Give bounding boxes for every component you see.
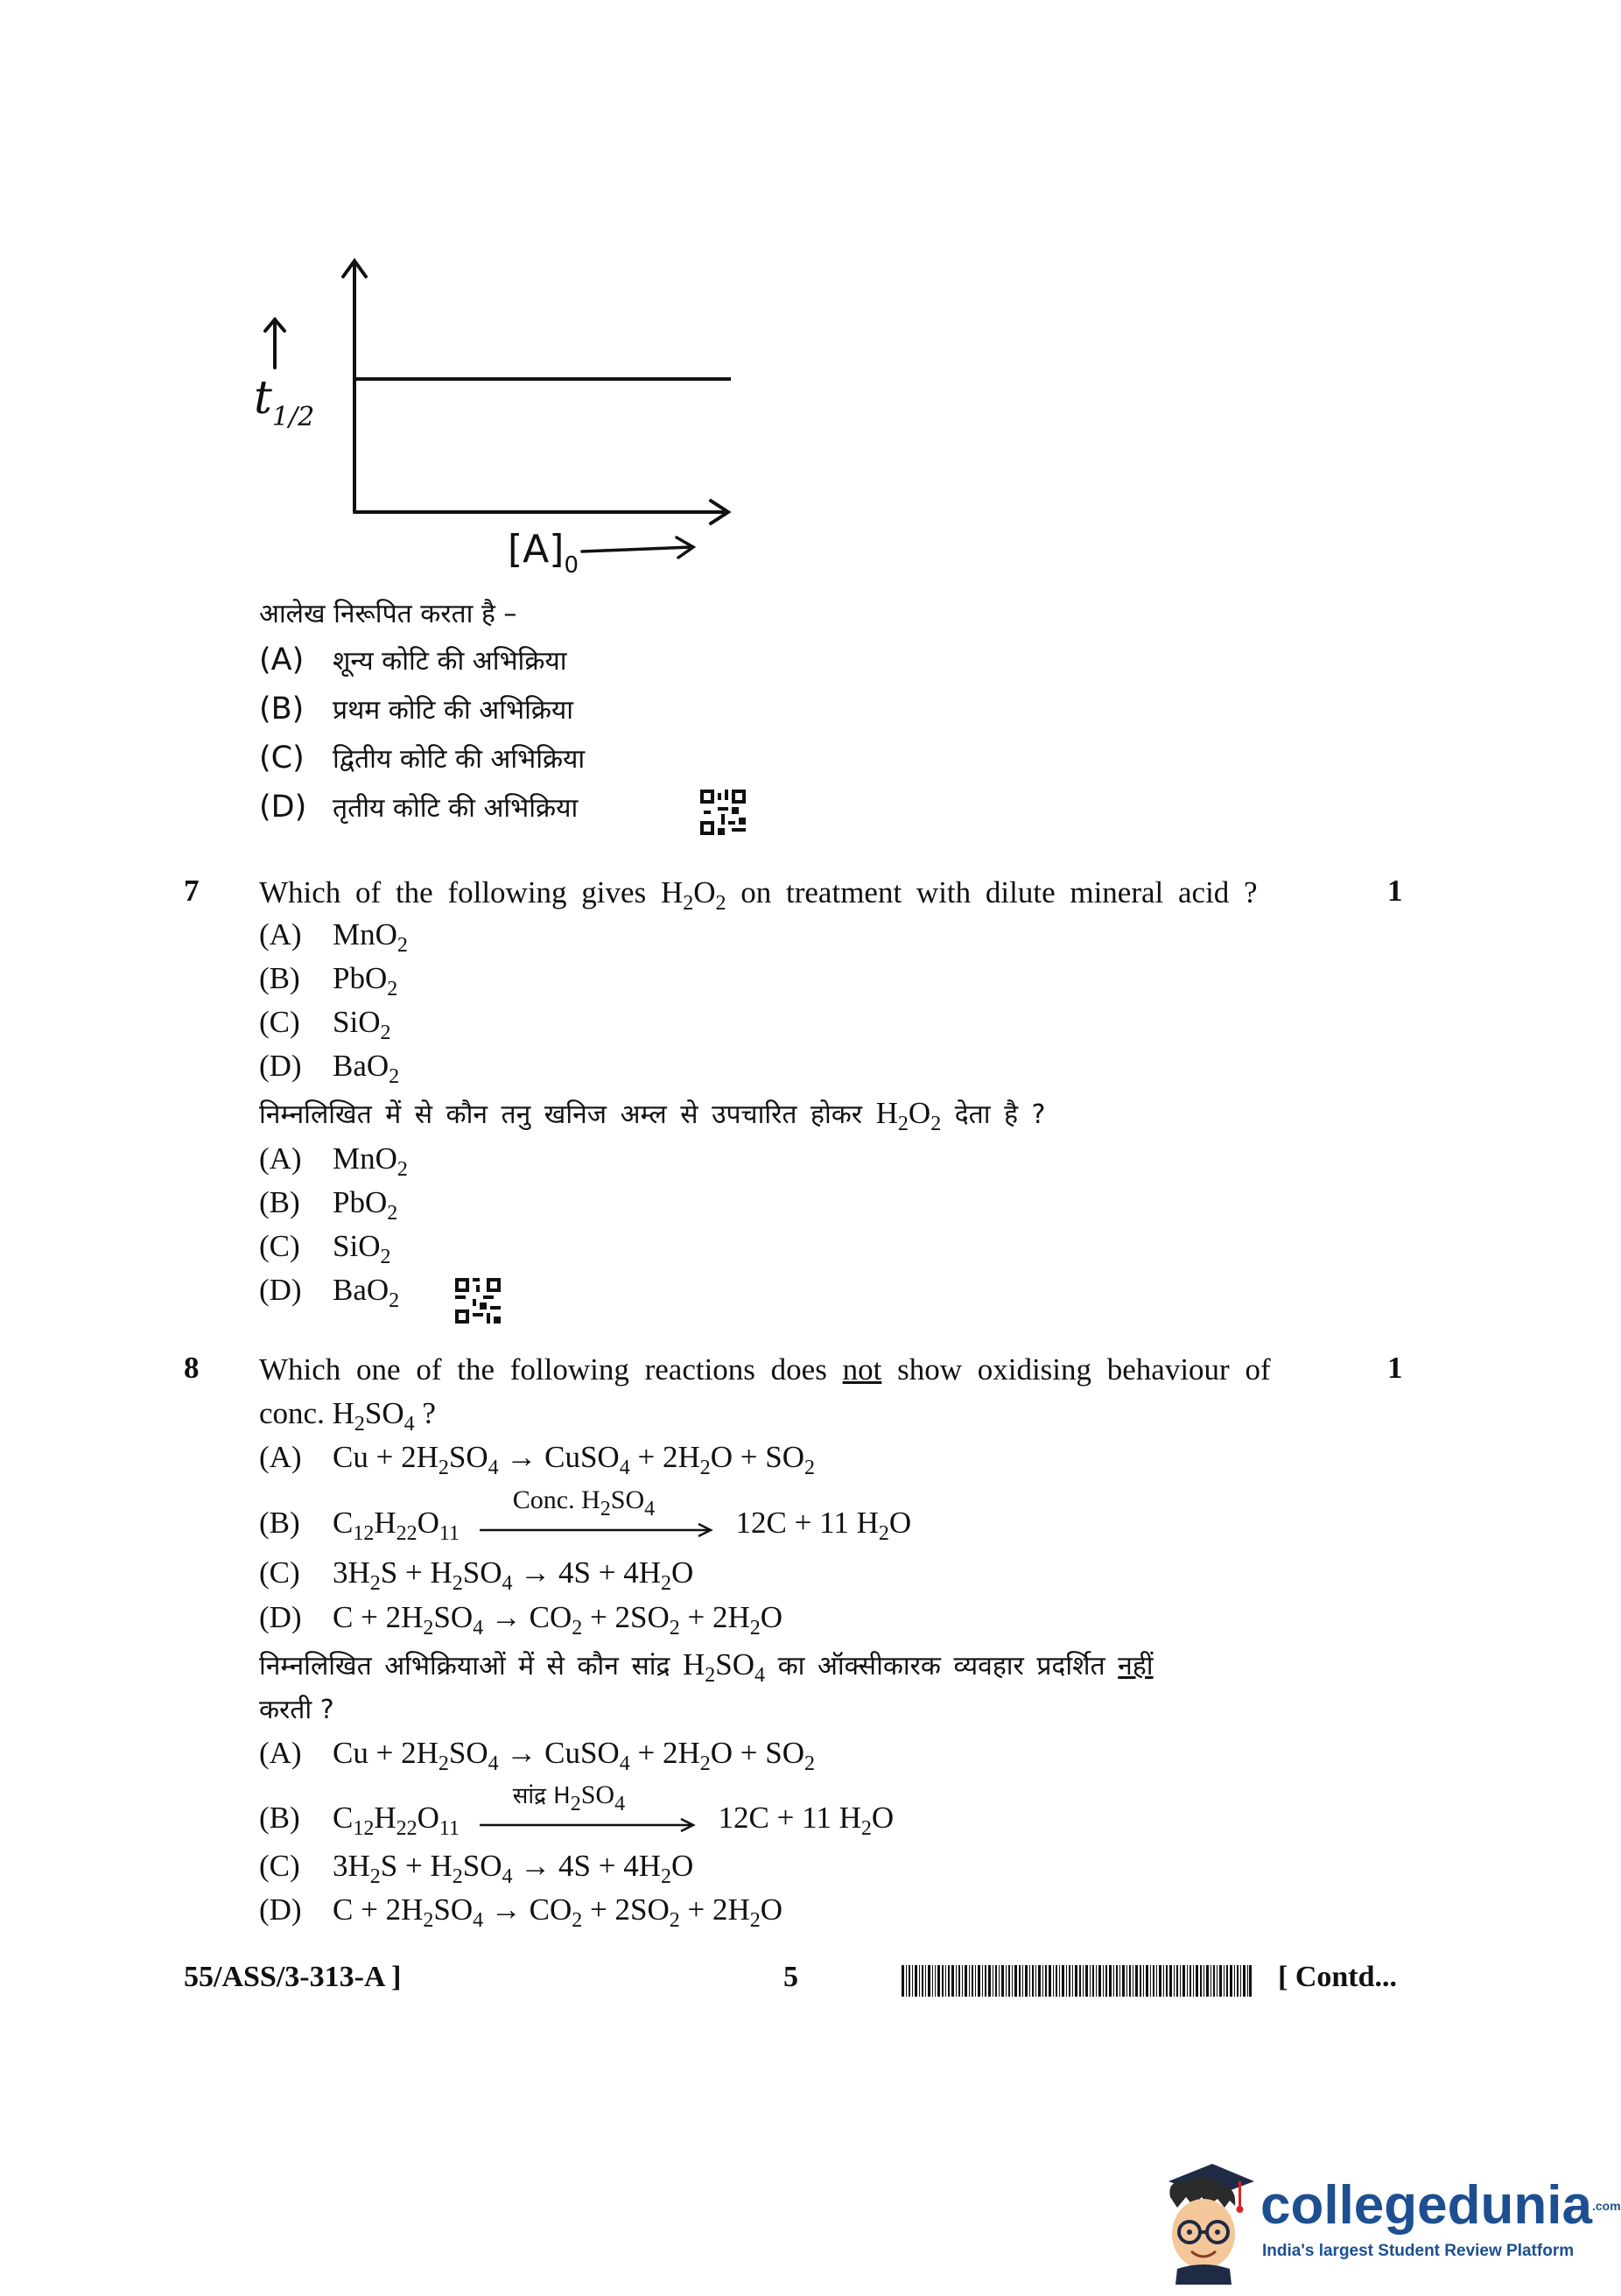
q8-option-c: (C) $3H_2S + H_2SO_4 \to 4S + 4H_2O$ <box>259 1555 694 1595</box>
q8-option-b: (B) $C_{12}H_{22}O_{11}$ Conc. $H_2SO_4$ 12C + 11 $H_2O$ <box>259 1485 912 1545</box>
q8-marks: 1 <box>1387 1351 1403 1385</box>
q8-stem-line2: conc. $H_2SO_4$ ? <box>259 1396 436 1436</box>
paper-code: 55/ASS/3-313-A ] <box>184 1961 402 1993</box>
y-axis-label <box>254 372 314 444</box>
q7-options-hi <box>259 1140 408 1315</box>
x-direction-arrow <box>582 537 693 558</box>
q6-option-a: (A) शून्य कोटि की अभिक्रिया <box>259 642 567 678</box>
q7-options-en <box>259 916 408 1091</box>
x-axis <box>354 501 728 523</box>
qr-code-icon <box>700 790 746 835</box>
collegedunia-mascot-icon <box>1151 2162 1256 2285</box>
q6-options <box>259 641 585 837</box>
y-label-subscript: 1/2 <box>271 402 315 432</box>
y-axis <box>343 261 366 512</box>
q7-option-c: (C) SiO$_2$ <box>259 1005 391 1044</box>
q8-option-d: (D) $C + 2H_2SO_4 \to CO_2 + 2SO_2 + 2H_2O$ <box>259 1600 783 1639</box>
q8-number: 8 <box>184 1351 200 1385</box>
brand-tagline: India's largest Student Review Platform <box>1262 2242 1575 2260</box>
q8-stem: Which one of the following reactions does not show oxidising behaviour of <box>259 1352 1271 1387</box>
q7-hi-option-b: (B) PbO$_2$ <box>259 1185 398 1225</box>
q7-option-b: (B) PbO$_2$ <box>259 961 398 1001</box>
q8-hi-option-b: (B) $C_{12}H_{22}O_{11}$ सांद्र $H_2SO_4$ 12C + 11 $H_2O$ <box>259 1780 895 1840</box>
q7-stem: Which of the following gives $H_2O_2$ on treatment with dilute mineral acid ? <box>259 875 1258 915</box>
q8-hi-option-d: (D) $C + 2H_2SO_4 \to CO_2 + 2SO_2 + 2H_2O$ <box>259 1892 783 1932</box>
q8-hindi-stem: निम्नलिखित अभिक्रियाओं में से कौन सांद्र $H_2SO_4$ का ऑक्सीकारक व्यवहार प्रदर्शित नहीं <box>259 1647 1154 1687</box>
q7-hi-option-c: (C) SiO$_2$ <box>259 1229 391 1268</box>
q8-option-a: (A) $Cu + 2H_2SO_4$ → CuSO$_4$ + $2H_2O + SO_2$ <box>259 1440 815 1479</box>
brand-name: collegedunia$^{.com}$ <box>1260 2175 1621 2236</box>
q8-hindi-stem-line2: करती ? <box>259 1695 334 1725</box>
q7-option-a: (A) MnO$_2$ <box>259 917 408 957</box>
q7-hi-option-d: (D) BaO$_2$ <box>259 1273 400 1312</box>
x-label-subscript: 0 <box>564 552 579 579</box>
q6-option-d: (D) तृतीय कोटि की अभिक्रिया <box>259 790 579 825</box>
barcode <box>902 1965 1252 1997</box>
q8-hi-option-a: (A) $Cu + 2H_2SO_4$ → CuSO$_4$ + $2H_2O + SO_2$ <box>259 1736 815 1775</box>
x-label-text: [A] <box>508 527 565 572</box>
q6-option-c: (C) द्वितीय कोटि की अभिक्रिया <box>259 741 586 776</box>
x-axis-label <box>508 528 579 587</box>
y-direction-arrow <box>265 319 284 368</box>
q8-hi-option-c: (C) $3H_2S + H_2SO_4 \to 4S + 4H_2O$ <box>259 1849 694 1888</box>
continued-label: [ Contd... <box>1278 1961 1398 1993</box>
q6-hindi-stem: आलेख निरूपित करता है – <box>259 599 517 629</box>
q7-marks: 1 <box>1387 874 1403 908</box>
q7-hindi-stem: निम्नलिखित में से कौन तनु खनिज अम्ल से उपचारित होकर $H_2O_2$ देता है ? <box>259 1096 1046 1135</box>
y-label-text: t <box>254 372 272 425</box>
q7-option-d: (D) BaO$_2$ <box>259 1049 400 1088</box>
q7-hi-option-a: (A) MnO$_2$ <box>259 1141 408 1181</box>
q6-option-b: (B) प्रथम कोटि की अभिक्रिया <box>259 692 574 727</box>
qr-code-icon <box>455 1278 501 1324</box>
page-number: 5 <box>783 1961 798 1993</box>
q7-number: 7 <box>184 874 200 908</box>
